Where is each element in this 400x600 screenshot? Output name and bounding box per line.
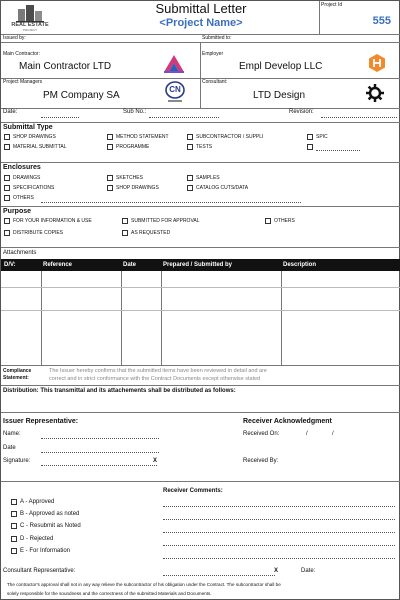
received-on-slash-2: / <box>332 431 334 437</box>
company-logo <box>5 4 55 32</box>
submittal-option[interactable]: SPIC <box>307 134 328 140</box>
employer-logo-icon <box>367 53 387 78</box>
employer-label: Employer <box>202 51 224 57</box>
received-on-label: Received On: <box>243 431 280 437</box>
submitted-to-label: Submitted to: <box>202 35 232 41</box>
enclosure-option[interactable]: SHOP DRAWINGS <box>107 185 159 191</box>
issuer-signature-x: X <box>153 458 158 464</box>
comment-option-approved[interactable]: A - Approved <box>11 499 54 505</box>
logo-line2: PROJECT <box>22 28 37 32</box>
checkbox[interactable] <box>11 548 17 554</box>
col-prepared-by: Prepared / Submitted by <box>163 262 233 268</box>
pm-name: PM Company SA <box>43 90 120 101</box>
sub-no-label: Sub No.: <box>123 109 147 115</box>
checkbox[interactable] <box>122 230 128 236</box>
purpose-option[interactable]: OTHERS <box>265 218 295 224</box>
consultant-rep-date-label: Date: <box>301 568 316 574</box>
checkbox[interactable] <box>187 144 193 150</box>
main-contractor-label: Main Contractor: <box>3 51 40 57</box>
enclosure-option[interactable]: SAMPLES <box>187 175 220 181</box>
checkbox[interactable] <box>187 175 193 181</box>
enclosure-option-others[interactable]: OTHERS <box>4 195 34 201</box>
checkbox[interactable] <box>107 175 113 181</box>
building-icon <box>5 4 55 24</box>
submittal-option-blank[interactable] <box>307 144 360 150</box>
purpose-option[interactable]: SUBMITTED FOR APPROVAL <box>122 218 200 224</box>
issuer-name-field[interactable] <box>41 438 159 439</box>
checkbox[interactable] <box>187 185 193 191</box>
enclosure-option[interactable]: CATALOG CUTS/DATA <box>187 185 248 191</box>
attachments-heading: Attachments <box>3 250 37 256</box>
submittal-option[interactable]: METHOD STATEMENT <box>107 134 169 140</box>
date-label: Date: <box>3 109 18 115</box>
sub-no-field[interactable] <box>149 117 219 118</box>
checkbox[interactable] <box>4 195 10 201</box>
issuer-date-label: Date <box>3 445 16 451</box>
comment-option-approved-noted[interactable]: B - Approved as noted <box>11 511 79 517</box>
checkbox[interactable] <box>4 218 10 224</box>
logo-line1: REAL ESTATE <box>11 22 49 28</box>
enclosure-option[interactable]: SKETCHES <box>107 175 143 181</box>
revision-field[interactable] <box>321 117 397 118</box>
submittal-option[interactable]: SUBCONTRACTOR / SUPPLI <box>187 134 263 140</box>
checkbox[interactable] <box>307 144 313 150</box>
received-on-slash-1: / <box>306 431 308 437</box>
checkbox[interactable] <box>122 218 128 224</box>
col-reference: Reference <box>43 262 73 268</box>
main-contractor-name: Main Contractor LTD <box>19 61 112 72</box>
consultant-rep-signature-field[interactable] <box>163 575 275 576</box>
submittal-option[interactable]: MATERIAL SUBMITTAL <box>4 144 67 150</box>
issuer-date-field[interactable] <box>41 452 159 453</box>
received-by-label: Received By: <box>243 458 279 464</box>
checkbox[interactable] <box>11 499 17 505</box>
purpose-option[interactable]: DISTRIBUTE COPIES <box>4 230 63 236</box>
project-name: <Project Name> <box>159 17 243 29</box>
checkbox[interactable] <box>11 536 17 542</box>
checkbox[interactable] <box>4 134 10 140</box>
pm-logo-icon <box>165 81 185 105</box>
issuer-signature-field[interactable] <box>41 465 157 466</box>
submittal-option[interactable]: PROGRAMME <box>107 144 149 150</box>
comment-option-resubmit[interactable]: C - Resubmit as Noted <box>11 523 81 529</box>
page-title: Submittal Letter <box>155 1 247 16</box>
comment-option-rejected[interactable]: D - Rejected <box>11 536 53 542</box>
submittal-type-heading: Submittal Type <box>3 124 53 131</box>
issuer-signature-label: Signature: <box>3 458 31 464</box>
contractor-logo-icon <box>163 54 185 79</box>
checkbox[interactable] <box>4 185 10 191</box>
checkbox[interactable] <box>107 144 113 150</box>
issuer-name-label: Name: <box>3 431 21 437</box>
compliance-label: Compliance Statement: <box>3 368 32 381</box>
receiver-ack-heading: Receiver Acknowledgment <box>243 418 332 425</box>
enclosures-others-field[interactable] <box>41 202 301 203</box>
project-id-label: Project Id <box>321 2 343 8</box>
col-description: Description <box>283 262 317 268</box>
revision-label: Revision: <box>289 109 314 115</box>
employer-name: Empl Develop LLC <box>239 61 323 72</box>
attachments-header-row <box>1 259 400 271</box>
consultant-rep-x: X <box>274 568 279 574</box>
issued-by-label: Issued by: <box>3 35 26 41</box>
comment-option-information[interactable]: E - For Information <box>11 548 70 554</box>
checkbox[interactable] <box>107 185 113 191</box>
enclosures-heading: Enclosures <box>3 164 41 171</box>
consultant-rep-label: Consultant Representative: <box>3 568 76 574</box>
purpose-option[interactable]: AS REQUESTED <box>122 230 170 236</box>
enclosure-option[interactable]: SPECIFICATIONS <box>4 185 54 191</box>
distribution-text: Distribution: This transmittal and its attachements shall be distributed as follows: <box>3 388 236 394</box>
enclosure-option[interactable]: DRAWINGS <box>4 175 40 181</box>
checkbox[interactable] <box>307 134 313 140</box>
receiver-comments-heading: Receiver Comments: <box>163 488 223 494</box>
checkbox[interactable] <box>265 218 271 224</box>
checkbox[interactable] <box>11 523 17 529</box>
checkbox[interactable] <box>187 134 193 140</box>
consultant-name: LTD Design <box>253 90 306 101</box>
project-id: 555 <box>372 15 391 27</box>
checkbox[interactable] <box>4 230 10 236</box>
purpose-heading: Purpose <box>3 208 32 215</box>
submittal-option[interactable]: TESTS <box>187 144 212 150</box>
col-date: Date <box>123 262 137 268</box>
issuer-heading: Issuer Representative: <box>3 418 79 425</box>
col-dv: D/V: <box>4 262 16 268</box>
checkbox[interactable] <box>11 511 17 517</box>
submittal-option[interactable]: SHOP DRAWINGS <box>4 134 56 140</box>
compliance-text: The Issuer hereby confirms that the submitted items have been reviewed in detail and are correct and in strict conformance with the Contract Documents except otherwise stated <box>49 368 267 382</box>
pm-label: Project Managers <box>3 79 43 85</box>
pm-logo-text: CN <box>169 85 181 94</box>
checkbox[interactable] <box>107 134 113 140</box>
consultant-label: Consultant: <box>202 79 228 85</box>
purpose-option[interactable]: FOR YOUR INFORMATION & USE <box>4 218 92 224</box>
checkbox[interactable] <box>4 175 10 181</box>
consultant-logo-icon <box>365 83 385 108</box>
checkbox[interactable] <box>4 144 10 150</box>
date-field[interactable] <box>41 117 79 118</box>
footer-note: The contractor's approval shall not in any way relieve the subcontractor of his obligation under the Contract. The subcontractor shall be solely responsible for the soundness and the correctness of the submitted Materials and Documents. <box>7 582 281 596</box>
